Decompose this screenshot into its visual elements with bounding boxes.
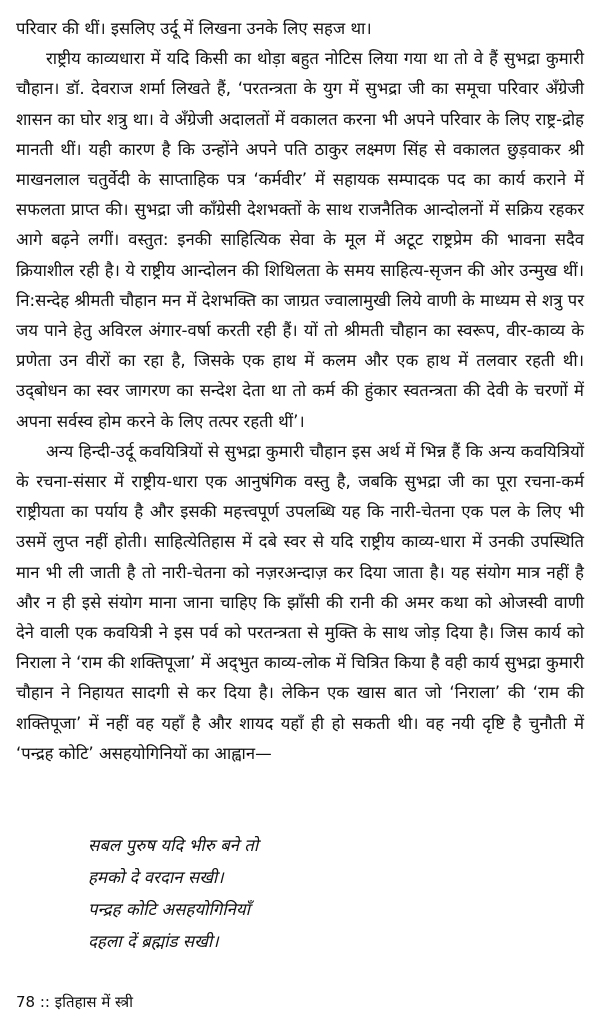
poem-line-2: हमको दे वरदान सखी।	[88, 867, 224, 887]
paragraph-3: अन्य हिन्दी-उर्दू कवयित्रियों से सुभद्रा कुमारी चौहान इस अर्थ में भिन्न हैं कि अन्य कवयित्रियों के रचना-संसार में राष्ट्रीय-धारा एक आनुषंगिक वस्तु है, जबकि सुभद्रा जी का पूरा रचना-कर्म राष्ट्रीयता का पर्याय है और इसकी महत्त्वपूर्ण उपलब्धि यह कि नारी-चेतना एक पल के लिए भी उसमें लुप्त नहीं होती। साहित्येतिहास में दबे स्वर से यदि राष्ट्रीय काव्य-धारा में उनकी उपस्थिति मान भी ली जाती है तो नारी-चेतना को नज़रअन्दाज़ कर दिया जाता है। यह संयोग मात्र नहीं है और न ही इसे संयोग माना जाना चाहिए कि झाँसी की रानी की अमर कथा को ओजस्वी वाणी देने वाली एक कवयित्री ने इस पर्व को परतन्त्रता से मुक्ति के साथ जोड़ दिया है। जिस कार्य को निराला ने ‘राम की शक्तिपूजा’ में अद्‌भुत काव्य-लोक में चित्रित किया है वही कार्य सुभद्रा कुमारी चौहान ने निहायत सादगी से कर दिया है। लेकिन एक खास बात जो ‘निराला’ की ‘राम की शक्तिपूजा’ में नहीं वह यहाँ है और शायद यहाँ ही हो सकती थी। वह नयी दृष्टि है चुनौती में ‘पन्द्रह कोटि’ असहयोगिनियों का आह्वान—	[16, 441, 584, 763]
body-text	[16, 14, 584, 769]
page-number: 78	[16, 993, 36, 1011]
paragraph-1: परिवार की थीं। इसलिए उर्दू में लिखना उनके लिए सहज था।	[16, 19, 372, 38]
footer-separator: ::	[39, 993, 50, 1011]
poem-line-3: पन्द्रह कोटि असहयोगिनियाँ	[88, 899, 250, 919]
poem-quote	[88, 829, 568, 957]
paragraph-2: राष्ट्रीय काव्यधारा में यदि किसी का थोड़ा बहुत नोटिस लिया गया था तो वे हैं सुभद्रा कुमारी चौहान। डॉ. देवराज शर्मा लिखते हैं, ‘परतन्त्रता के युग में सुभद्रा जी का समूचा परिवार अँग्रेजी शासन का घोर शत्रु था। वे अँग्रेजी अदालतों में वकालत करना भी अपने परिवार के लिए राष्ट्र-द्रोह मानती थीं। यही कारण है कि उन्होंने अपने पति ठाकुर लक्ष्मण सिंह से वकालत छुड़वाकर श्री माखनलाल चतुर्वेदी के साप्ताहिक पत्र ‘कर्मवीर’ में सहायक सम्पादक पद का कार्य कराने में सफलता प्राप्त की। सुभद्रा जी काँग्रेसी देशभक्तों के साथ राजनैतिक आन्दोलनों में सक्रिय रहकर आगे बढ़ने लगीं। वस्तुत: इनकी साहित्यिक सेवा के मूल में अटूट राष्ट्रप्रेम की भावना सदैव क्रियाशील रही है। ये राष्ट्रीय आन्दोलन की शिथिलता के समय साहित्य-सृजन की ओर उन्मुख थीं। नि:सन्देह श्रीमती चौहान मन में देशभक्ति का जाग्रत ज्वालामुखी लिये वाणी के माध्यम से शत्रु पर जय पाने हेतु अविरल अंगार-वर्षा करती रही हैं। यों तो श्रीमती चौहान का स्वरूप, वीर-काव्य के प्रणेता उन वीरों का रहा है, जिसके एक हाथ में कलम और एक हाथ में तलवार रहती थी। उद्‌बोधन का स्वर जागरण का सन्देश देता था तो कर्म की हुंकार स्वतन्त्रता की देवी के चरणों में अपना सर्वस्व होम करने के लिए तत्पर रहती थीं’।	[16, 49, 584, 431]
book-title: इतिहास में स्त्री	[54, 993, 134, 1011]
poem-line-1: सबल पुरुष यदि भीरु बने तो	[88, 835, 259, 855]
poem-line-4: दहला दें ब्रह्मांड सखी।	[88, 931, 219, 951]
page-footer	[16, 992, 133, 1012]
